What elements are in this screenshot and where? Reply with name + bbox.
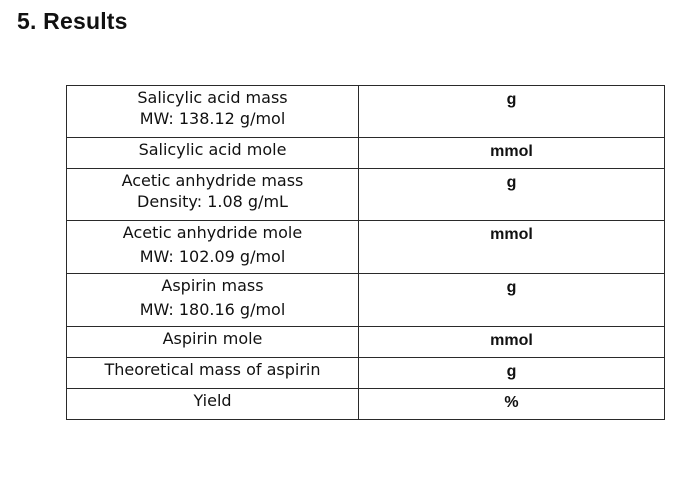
row-label [67, 138, 359, 169]
table-row-yield [67, 389, 665, 420]
unit-label: mmol [490, 332, 533, 349]
row-label-line: Acetic anhydride mass [121, 171, 304, 190]
row-label-line: Aspirin mole [162, 329, 263, 348]
row-label-line: Theoretical mass of aspirin [104, 360, 321, 379]
table-row-aspirin-mass [67, 274, 665, 327]
unit-label: mmol [490, 226, 533, 243]
row-label-line: MW: 102.09 g/mol [139, 247, 286, 266]
unit-cell [359, 327, 665, 358]
unit-label: mmol [490, 143, 533, 160]
row-label [67, 86, 359, 138]
row-label [67, 358, 359, 389]
unit-label: g [506, 174, 517, 191]
table-row-theoretical-mass [67, 358, 665, 389]
row-label-line: Aspirin mass [161, 276, 264, 295]
unit-label: % [504, 394, 519, 411]
row-label-line: Salicylic acid mass [137, 88, 288, 107]
row-label [67, 327, 359, 358]
table-row-acetic-anhydride-mass [67, 169, 665, 221]
unit-cell [359, 274, 665, 327]
section-heading: 5. Results [17, 8, 128, 34]
row-label-line: Yield [193, 391, 232, 410]
row-label-line: Salicylic acid mole [138, 140, 287, 159]
unit-cell [359, 138, 665, 169]
row-label [67, 274, 359, 327]
row-label-line: Density: 1.08 g/mL [137, 192, 288, 211]
unit-cell [359, 169, 665, 221]
table-row-acetic-anhydride-mole [67, 221, 665, 274]
row-label [67, 169, 359, 221]
row-label [67, 221, 359, 274]
unit-label: g [506, 363, 517, 380]
table-row-salicylic-acid-mole [67, 138, 665, 169]
unit-cell [359, 221, 665, 274]
unit-cell [359, 358, 665, 389]
unit-label: g [506, 91, 517, 108]
unit-cell [359, 389, 665, 420]
unit-label: g [506, 279, 517, 296]
results-table [66, 85, 665, 420]
table-row-salicylic-acid-mass [67, 86, 665, 138]
unit-cell [359, 86, 665, 138]
table-row-aspirin-mole [67, 327, 665, 358]
row-label-line: Acetic anhydride mole [122, 223, 303, 242]
row-label-line: MW: 180.16 g/mol [139, 300, 286, 319]
row-label-line: MW: 138.12 g/mol [139, 109, 286, 128]
row-label [67, 389, 359, 420]
